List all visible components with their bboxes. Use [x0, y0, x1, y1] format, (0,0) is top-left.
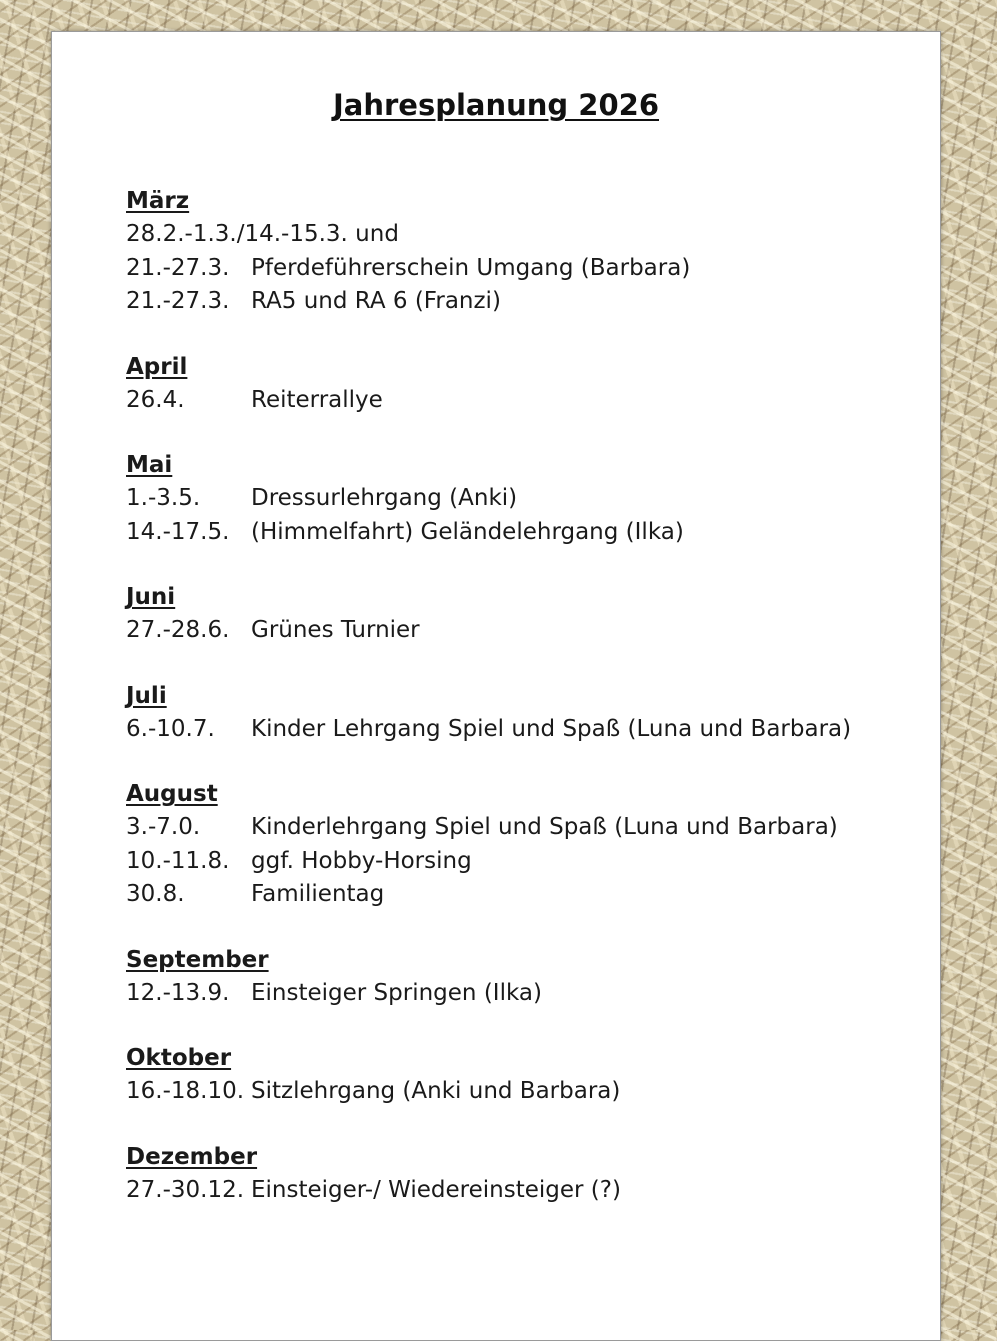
event-entry — [126, 285, 926, 319]
event-entry — [126, 878, 926, 912]
event-description: RA5 und RA 6 (Franzi) — [251, 288, 501, 314]
event-date: 10.-11.8. — [126, 847, 230, 874]
event-description: (Himmelfahrt) Geländelehrgang (Ilka) — [251, 518, 684, 545]
month-heading: Juni — [126, 584, 176, 610]
month-heading: Juli — [126, 682, 167, 709]
month-heading: September — [126, 946, 269, 973]
event-date: 3.-7.0. — [126, 814, 201, 840]
event-date: 1.-3.5. — [126, 485, 201, 511]
event-description: Einsteiger Springen (Ilka) — [251, 979, 542, 1006]
month-section-september — [126, 943, 926, 1011]
event-date: 16.-18.10. — [126, 1078, 245, 1104]
month-heading: August — [126, 781, 218, 807]
event-description: Kinder Lehrgang Spiel und Spaß (Luna und Barbara) — [251, 715, 852, 742]
event-entry — [126, 1075, 926, 1109]
event-description: Kinderlehrgang Spiel und Spaß (Luna und Barbara) — [251, 814, 838, 840]
event-date: 27.-28.6. — [126, 617, 230, 643]
event-description: Einsteiger-/ Wiedereinsteiger (?) — [251, 1176, 621, 1203]
event-entry — [126, 218, 926, 252]
month-section-juli — [126, 679, 926, 747]
month-heading: April — [126, 353, 188, 380]
month-heading: Oktober — [126, 1045, 232, 1071]
event-date: 28.2.-1.3./14.-15.3. und — [126, 221, 399, 247]
page-title: Jahresplanung 2026 — [332, 88, 659, 122]
month-section-oktober — [126, 1041, 926, 1109]
event-entry — [126, 1174, 926, 1208]
document-page — [51, 31, 941, 1341]
event-date: 21.-27.3. — [126, 254, 230, 281]
event-description: Reiterrallye — [251, 386, 383, 413]
month-section-juni — [126, 580, 926, 648]
event-description: Pferdeführerschein Umgang (Barbara) — [251, 254, 691, 281]
event-description: Grünes Turnier — [251, 617, 420, 643]
month-section-dezember — [126, 1140, 926, 1208]
event-date: 26.4. — [126, 386, 185, 413]
event-entry — [126, 713, 926, 747]
month-section-maerz — [126, 184, 926, 319]
month-section-august — [126, 777, 926, 912]
event-entry — [126, 977, 926, 1011]
event-description: Sitzlehrgang (Anki und Barbara) — [251, 1078, 621, 1104]
event-entry — [126, 384, 926, 418]
event-entry — [126, 252, 926, 286]
month-section-april — [126, 350, 926, 418]
event-date: 30.8. — [126, 881, 185, 907]
event-entry — [126, 482, 926, 516]
event-date: 6.-10.7. — [126, 715, 215, 742]
event-date: 14.-17.5. — [126, 518, 230, 545]
event-date: 27.-30.12. — [126, 1176, 245, 1203]
event-entry — [126, 614, 926, 648]
event-entry — [126, 516, 926, 550]
annual-plan — [126, 184, 926, 1238]
event-date: 12.-13.9. — [126, 979, 230, 1006]
event-description: ggf. Hobby-Horsing — [251, 847, 472, 874]
month-heading: Dezember — [126, 1143, 258, 1170]
event-date: 21.-27.3. — [126, 288, 230, 314]
month-heading: März — [126, 188, 190, 214]
event-entry — [126, 811, 926, 845]
month-section-mai — [126, 448, 926, 549]
event-entry — [126, 845, 926, 879]
month-heading: Mai — [126, 452, 173, 478]
event-description: Familientag — [251, 881, 385, 907]
event-description: Dressurlehrgang (Anki) — [251, 485, 518, 511]
